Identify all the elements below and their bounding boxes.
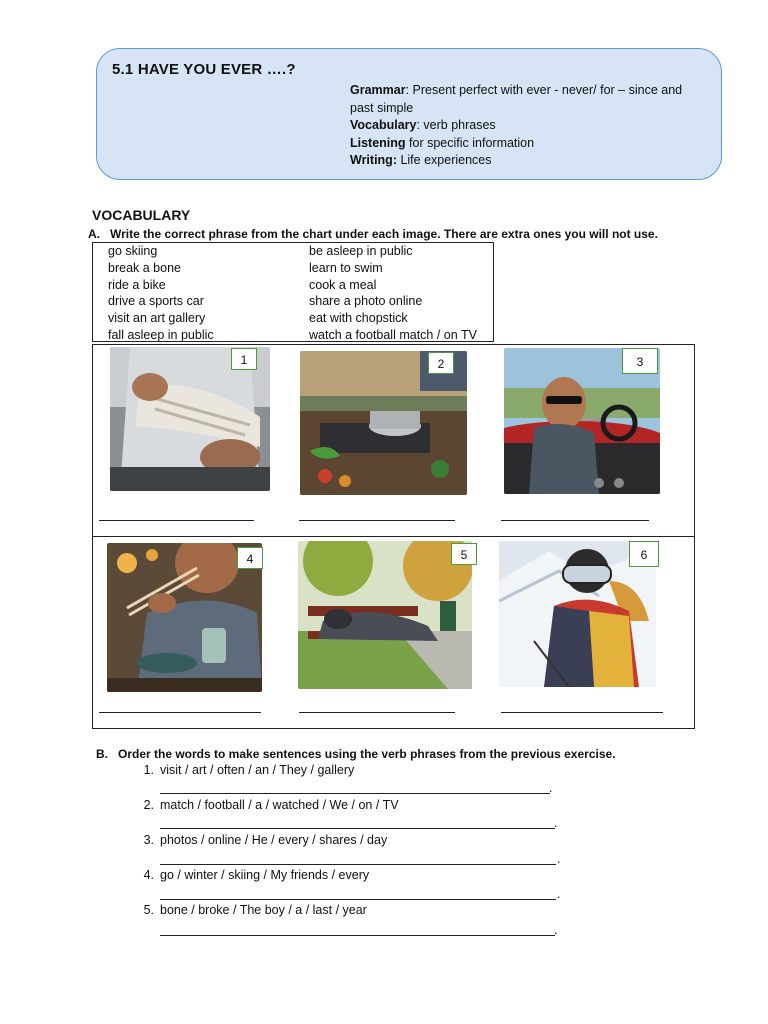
item-words: bone / broke / The boy / a / last / year [160,903,367,917]
listening-line: Listening for specific information [350,135,535,150]
list-item [136,798,636,814]
image-number-badge: 1 [231,348,257,370]
vocabulary-line: Vocabulary: verb phrases [350,118,496,132]
chart-phrase: watch a football match / on TV [309,327,477,342]
item-number: 4. [143,868,154,882]
answer-blank[interactable] [99,520,254,521]
answer-period: . [557,887,561,901]
answer-period: . [554,923,558,937]
list-item [136,868,636,884]
answer-blank[interactable] [501,520,649,521]
list-item [136,763,636,779]
item-number: 1. [143,763,154,777]
item-number: 3. [143,833,154,847]
chart-phrase: go skiing [108,244,158,258]
section-title-vocabulary: VOCABULARY [92,207,191,223]
answer-blank[interactable] [299,712,455,713]
item-number: 5. [143,903,154,917]
item-words: photos / online / He / every / shares / day [160,833,388,847]
chart-phrase: fall asleep in public [108,327,214,342]
image-number-badge: 5 [451,543,477,565]
item-words: match / football / a / watched / We / on / TV [160,798,399,812]
list-item [136,833,636,849]
page-title: 5.1 HAVE YOU EVER ….? [112,61,296,78]
item-number: 2. [143,798,154,812]
chart-phrase: share a photo online [309,294,423,309]
word-chart [92,242,494,342]
answer-line[interactable] [160,793,550,794]
chart-phrase: visit an art gallery [108,311,206,326]
writing-line: Writing: Life experiences [350,153,492,167]
answer-line[interactable] [160,864,556,865]
image-number-badge: 6 [629,541,659,567]
image-number-badge: 3 [622,348,658,374]
chart-phrase: be asleep in public [309,244,413,258]
answer-period: . [554,816,558,830]
answer-line[interactable] [160,899,556,900]
grid-row-divider [92,536,695,537]
chart-phrase: ride a bike [108,277,166,292]
item-words: visit / art / often / an / They / gallery [160,763,355,777]
grammar-line: Grammar: Present perfect with ever - never/ for – since and past simple [350,83,683,115]
answer-period: . [557,852,561,866]
image-number-badge: 2 [428,352,454,374]
word-chart-right-column [309,243,477,344]
instruction-a: A. Write the correct phrase from the chart under each image. There are extra ones you will not use. [88,227,658,241]
chart-phrase: drive a sports car [108,294,204,309]
chart-phrase: break a bone [108,260,181,275]
lesson-objectives [350,82,706,170]
list-item [136,903,636,919]
instruction-b: B. Order the words to make sentences using the verb phrases from the previous exercise. [96,747,616,761]
answer-blank[interactable] [501,712,663,713]
image-number-badge: 4 [237,547,263,569]
answer-line[interactable] [160,935,555,936]
answer-blank[interactable] [299,520,455,521]
chart-phrase: learn to swim [309,260,383,275]
answer-blank[interactable] [99,712,261,713]
item-words: go / winter / skiing / My friends / every [160,868,370,882]
word-chart-left-column [108,243,214,344]
answer-line[interactable] [160,828,555,829]
chart-phrase: eat with chopstick [309,311,408,326]
answer-period: . [549,781,553,795]
image-sleeping-on-bench [298,541,472,689]
chart-phrase: cook a meal [309,277,377,292]
